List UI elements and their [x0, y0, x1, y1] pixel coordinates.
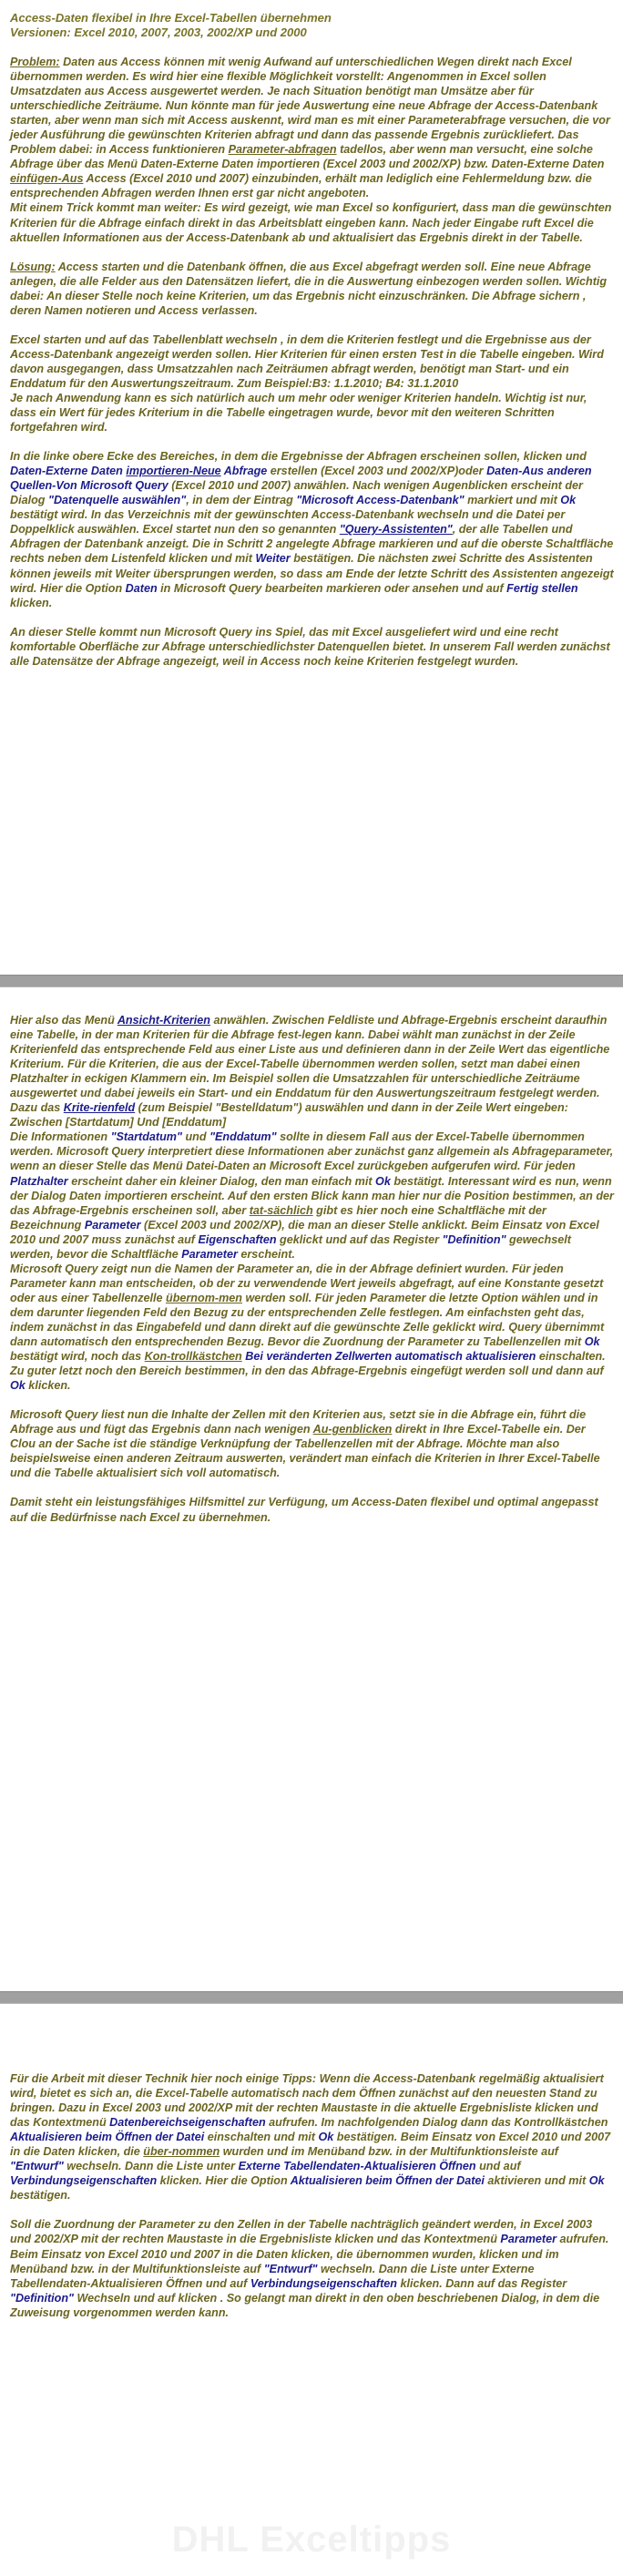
step-excel-text: Excel starten und auf das Tabellenblatt wechseln , in dem die Kriterien festlegt und die Ergebnisse aus der Access-Datenbank angezeigt werden sollen. Hier Kriterien für einen ersten Test in die Tabelle eingeben. Wird davon ausgegangen, dass Umsatzzahlen nach Zeiträumen abfragt werden, benötigt man Start- und ein Enddatum für den Auswertungszeitraum. Zum Beispiel:B3: 1.1.2010; B4: 31.1.2010 — [10, 332, 604, 390]
watermark-logo: DHL Exceltipps — [171, 2520, 452, 2560]
page-3 — [0, 2004, 623, 2576]
k-text-8: bestätigt. Interessant wird es nun, wenn der Dialog Daten importieren erscheint. Auf den ersten Blick kann man hier nur die Position bestimmen, an der das Abfrage-Ergebnis erscheinen soll, aber — [10, 1174, 614, 1217]
ok-ref-6: Ok — [588, 2174, 605, 2188]
c-text-2: direkt in Ihre Excel-Tabelle ein. Der Clou an der Sache ist die ständige Verknüpfung der Tabellenzellen mit der Abfrage. Möchte man also beispielsweise einen anderen Zeitraum auswerten, verändert man einfach die Kriterien in Ihrer Excel-Tabelle und die Tabelle aktualisiert sich voll automatisch. — [10, 1423, 600, 1480]
datenbereichseigenschaften-ref: Datenbereichseigenschaften — [109, 2116, 266, 2130]
entwurf-ref: "Entwurf" — [10, 2160, 64, 2173]
problem-text-2: tadellos, aber wenn man versucht, eine solche Abfrage über das Menü Daten-Externe Daten importieren (Excel 2003 und 2002/XP) bzw. Daten-Externe Daten — [10, 143, 605, 171]
dialog-datenquelle: "Datenquelle auswählen" — [47, 494, 187, 507]
problem-paragraph — [10, 55, 614, 245]
ok-ref-4: Ok — [10, 1379, 26, 1393]
k-text-15: werden soll. Für jeden Parameter die letzte Option wählen und in dem darunter liegenden Feld den Bezug zu der entsprechenden Zelle festlegen. Am einfachsten geht das, indem zunächst in das Eingabefeld und dann direkt auf die gewünschte Zelle geklickt wird. Query übernimmt dann automatisch den entsprechenden Bezug. Bevor die Zuordnung der Parameter zu Tabellenzellen mit — [10, 1291, 605, 1349]
k-text-5: und — [181, 1130, 210, 1144]
verbindungseigenschaften-ref-2: Verbindungseigenschaften — [250, 2276, 397, 2290]
q-text-4: , in dem der Eintrag — [186, 494, 297, 507]
problem-text-4: Mit einem Trick kommt man weiter: Es wird gezeigt, wie man Excel so konfiguriert, dass man die gewünschten Kriterien für die Abfrage einfach direkt in das Arbeitsblatt eingeben kann. Nach jeder Eingabe ruft Excel die aktuellen Informationen aus der Access-Datenbank ab und aktualisiert das Ergebnis direkt in der Tabelle. — [10, 201, 612, 244]
document-header — [10, 11, 614, 40]
k-text-16: bestätigt wird, noch das — [10, 1350, 145, 1364]
aktualisieren-oeffnen-ref: Aktualisieren beim Öffnen der Datei — [10, 2131, 205, 2144]
t-text-5: wurden und im Menüband bzw. in der Multifunktionsleiste auf — [220, 2145, 558, 2159]
ms-query-text: An dieser Stelle kommt nun Microsoft Query ins Spiel, das mit Excel ausgeliefert wird und eine recht komfortable Oberfläche zur Abfrage unterschiedlichster Datenquellen bietet. In unserem Fall werden zunächst alle Datensätze der Abfrage angezeigt, weil in Access noch keine Kriterien festgelegt wurden. — [10, 625, 610, 668]
problem-label: Problem: — [10, 56, 60, 68]
step-excel-text-2: Je nach Anwendung kann es sich natürlich auch um mehr oder weniger Kriterien handeln. Wichtig ist nur, dass ein Wert für jedes Kriterium in die Tabelle eingetragen wurde, bevor mit den weiteren Schritten fortgefahren wird. — [10, 391, 587, 434]
t-text-7: und auf — [475, 2160, 521, 2173]
q-text-8: bestätigen. Die nächsten zwei Schritte des Assistenten können jeweils mit Weiter übersprungen werden, so dass am Ende der letzte Schritt des Assistenten angezeigt wird. Hier die Option — [10, 552, 614, 595]
ok-ref-3: Ok — [584, 1335, 600, 1349]
q-text-6: bestätigt wird. In das Verzeichnis mit der gewünschten Access-Datenbank wechseln und die Datei per Doppelklick auswählen. Excel startet nun den so genannten — [10, 508, 566, 537]
problem-text-3: Access (Excel 2010 und 2007) einzubinden, erhält man lediglich eine Fehlermeldung bzw. die entsprechenden Abfragen werden Ihnen erst gar nicht angeboten. — [10, 172, 592, 200]
daten-option-ref: Daten — [125, 581, 158, 595]
uebernommen-ref: übernom-men — [166, 1291, 242, 1304]
q-text-9: in Microsoft Query bearbeiten markieren oder ansehen und auf — [157, 581, 507, 595]
document-title: Access-Daten flexibel in Ihre Excel-Tabellen übernehmen — [10, 11, 332, 25]
definition-ref-2: "Definition" — [10, 2291, 75, 2305]
einfuegen-aus-link[interactable]: einfügen-Aus — [10, 172, 84, 186]
k-text-4: Die Informationen — [10, 1130, 111, 1144]
z-text-3: wechseln. Dann die Liste unter Externe Tabellendaten-Aktualisieren Öffnen und auf — [10, 2262, 535, 2290]
t-text-3: einschalten und mit — [204, 2131, 319, 2144]
t-text-10: bestätigen. — [10, 2189, 71, 2203]
k-text-14: Microsoft Query zeigt nun die Namen der Parameter an, die in der Abfrage definiert wurden. Für jeden Parameter kann man entscheiden, ob der zu verwendende Wert jeweils abgefragt, auf eine Konstante gesetzt oder aus einer Tabellenzelle — [10, 1262, 604, 1304]
menu-abfrage: Abfrage — [220, 465, 268, 478]
k-text-6: sollte in diesem Fall aus der Excel-Tabelle übernommen werden. Microsoft Query interpretiert diese Informationen aber zunächst ganz allgemein als Abfrageparameter, wenn an dieser Stelle das Menü Datei-Daten an Microsoft Excel zurückgeben aufgerufen wird. Für jeden — [10, 1130, 614, 1173]
definition-ref: "Definition" — [442, 1232, 506, 1246]
entwurf-ref-2: "Entwurf" — [263, 2262, 318, 2275]
page-1 — [0, 0, 623, 973]
t-text-9: aktivieren und mit — [484, 2174, 589, 2188]
fertig-stellen-ref: Fertig stellen — [506, 581, 578, 595]
step-excel-paragraph — [10, 332, 614, 434]
parameter-ref-2: Parameter — [181, 1247, 238, 1261]
menu-importieren-neue: importieren-Neue — [126, 465, 221, 478]
zuordnung-paragraph — [10, 2217, 614, 2319]
ok-ref-5: Ok — [318, 2131, 334, 2144]
menu-daten-externe: Daten-Externe Daten — [10, 465, 127, 478]
q-text-5: markiert und mit — [464, 494, 561, 507]
kriterienfeld-ref: Krite-rienfeld — [63, 1101, 136, 1115]
step-query-paragraph — [10, 449, 614, 610]
q-text-3: (Excel 2010 und 2007) anwählen. Nach wenigen Augenblicken erscheint der Dialog — [10, 479, 583, 507]
enddatum-ref: "Enddatum" — [209, 1130, 277, 1144]
summary-text: Damit steht ein leistungsfähiges Hilfsmittel zur Verfügung, um Access-Daten flexibel und optimal angepasst auf die Bedürfnisse nach Excel zu übernehmen. — [10, 1496, 598, 1524]
uebernommen-ref-2: über-nommen — [143, 2145, 220, 2159]
k-text-10: (Excel 2003 und 2002/XP), die man an dieser Stelle anklickt. Beim Einsatz von Excel 2010 und 2007 muss zunächst auf — [10, 1218, 599, 1246]
t-text-1: Für die Arbeit mit dieser Technik hier noch einige Tipps: Wenn die Access-Datenbank regelmäßig aktualisiert wird, bietet es sich an, die Excel-Tabelle automatisch nach dem Öffnen zunächst auf den neuesten Stand zu bringen. Dazu in Excel 2003 und 2002/XP mit der rechten Maustaste in die aktuelle Ergebnisliste klicken und das Kontextmenü — [10, 2072, 604, 2130]
weiter-ref: Weiter — [255, 552, 291, 566]
verbindungseigenschaften-ref: Verbindungseigenschaften — [10, 2174, 158, 2188]
page-3-content — [10, 2071, 614, 2335]
k-text-7: erscheint daher ein kleiner Dialog, den man einfach mit — [67, 1174, 376, 1188]
q-text-1: In die linke obere Ecke des Bereiches, in dem die Ergebnisse der Abfragen erscheinen sollen, klicken und — [10, 450, 587, 464]
auto-aktualisieren-ref: Bei veränderten Zellwerten automatisch aktualisieren — [241, 1350, 536, 1364]
k-text-2: anwählen. Zwischen Feldliste und Abfrage-Ergebnis erscheint daraufhin eine Tabelle, in der man Kriterien für die Abfrage fest-legen kann. Dabei wählt man zunächst in der Zeile Kriterienfeld das entsprechende Feld aus einer Liste aus und definieren dann in der Zeile Wert das eigentliche Kriterium. Für die Kriterien, die aus der Excel-Tabelle übernommen werden sollen, setzt man dabei einen Platzhalter in eckigen Klammern ein. Im Beispiel sollen die Umsatzzahlen für unterschiedliche Zeiträume ausgewertet und dabei jeweils ein Start- und ein Enddatum für den Auswertungszeitraum festgelegt werden. Dazu das — [10, 1014, 610, 1115]
tatsaechlich-ref: tat-sächlich — [249, 1203, 313, 1217]
z-text-1: Soll die Zuordnung der Parameter zu den Zellen in der Tabelle nachträglich geändert werden, in Excel 2003 und 2002/XP mit der rechten Maustaste in die Ergebnisliste klicken und das Kontextmenü — [10, 2218, 593, 2246]
ok-ref-2: Ok — [375, 1174, 391, 1188]
t-text-8: klicken. Hier die Option — [157, 2174, 291, 2188]
k-text-18: klicken. — [25, 1379, 71, 1393]
summary-paragraph — [10, 1495, 614, 1524]
externe-tabellendaten-ref: Externe Tabellendaten-Aktualisieren Öffnen — [238, 2160, 476, 2173]
k-text-9: gibt es hier noch eine Schaltfläche mit der Bezeichnung — [10, 1203, 546, 1232]
platzhalter-ref: Platzhalter — [10, 1174, 68, 1188]
startdatum-ref: "Startdatum" — [110, 1130, 182, 1144]
c-text-1: Microsoft Query liest nun die Inhalte der Zellen mit den Kriterien aus, setzt sie in die Abfrage ein, führt die Abfrage aus und fügt das Ergebnis dann nach wenigen — [10, 1408, 587, 1436]
clou-paragraph — [10, 1407, 614, 1480]
loesung-text: Access starten und die Datenbank öffnen, die aus Excel abgefragt werden soll. Eine neue Abfrage anlegen, die alle Felder aus den Datensätzen liefert, die in die Auswertung einbezogen werden sollen. Wichtig dabei: An dieser Stelle noch keine Kriterien, um das Ergebnis nicht einzuschränken. Die Abfrage sichern , deren Namen notieren und Access verlassen. — [10, 260, 608, 317]
problem-text: Daten aus Access können mit wenig Aufwand auf unterschiedlichen Wegen direkt nach Excel übernommen werden. Es wird hier eine flexible Möglichkeit vorstellt: Angenommen in Excel sollen Umsatzdaten aus Access ausgewertet werden. Je nach Situation benötigt man Umsätze aber für unterschiedliche Zeiträume. Nun könnte man für jede Auswertung eine neue Abfrage der Access-Datenbank starten, aber wenn man sich mit Access auskennt, wird man es mit einer Parameterabfrage versuchen, die vor jeder Ausführung die gewünschten Kriterien abfragt und dann das passende Ergebnis zurückliefert. Das Problem dabei: in Access funktionieren — [10, 56, 610, 157]
k-text-3: (zum Beispiel "Bestelldatum") auswählen und dann in der Zeile Wert eingeben: Zwischen [Startdatum] Und [Enddatum] — [10, 1101, 568, 1130]
version-line: Versionen: Excel 2010, 2007, 2003, 2002/XP und 2000 — [10, 26, 307, 39]
tipps-paragraph — [10, 2071, 614, 2203]
page-divider — [0, 975, 623, 987]
q-text-2: erstellen (Excel 2003 und 2002/XP)oder — [267, 465, 487, 478]
parameter-ref-3: Parameter — [500, 2233, 557, 2246]
z-text-5: Wechseln und auf klicken . So gelangt man direkt in den oben beschriebenen Dialog, in dem die Zuweisung vorgenommen werden kann. — [10, 2291, 600, 2319]
page-2-content — [10, 1013, 614, 1539]
kontrollkaestchen-ref: Kon-trollkästchen — [144, 1350, 242, 1364]
t-text-4: bestätigen. Beim Einsatz von Excel 2010 und 2007 in die Daten klicken, die — [10, 2131, 611, 2159]
k-text-13: erscheint. — [237, 1247, 295, 1261]
kriterien-paragraph — [10, 1013, 614, 1393]
q-text-7: , der alle Tabellen und Abfragen der Datenbank anzeigt. Die in Schritt 2 angelegte Abfrage markieren und auf die oberste Schaltfläche rechts neben dem Listenfeld klicken und mit — [10, 523, 614, 566]
loesung-paragraph — [10, 260, 614, 318]
page-1-content — [10, 11, 614, 683]
z-text-4: klicken. Dann auf das Register — [397, 2276, 567, 2290]
k-text-11: geklickt und auf das Register — [276, 1232, 443, 1246]
loesung-label: Lösung: — [10, 260, 56, 273]
augenblicken-ref: Au-genblicken — [312, 1423, 393, 1436]
page-divider-2 — [0, 1991, 623, 2004]
t-text-6: wechseln. Dann die Liste unter — [63, 2160, 239, 2173]
query-assistent-ref: "Query-Assistenten" — [339, 523, 453, 537]
k-text-1: Hier also das Menü — [10, 1014, 117, 1027]
k-text-12: gewechselt werden, bevor die Schaltfläche — [10, 1232, 571, 1261]
q-text-10: klicken. — [10, 596, 53, 609]
parameter-abfragen-link[interactable]: Parameter-abfragen — [228, 143, 337, 157]
z-text-2: aufrufen. Beim Einsatz von Excel 2010 und 2007 in die Daten klicken, die übernommen wurden, klicken und im Menüband bzw. in der Multifunktionsleiste auf — [10, 2233, 609, 2275]
ms-query-paragraph — [10, 625, 614, 669]
eigenschaften-ref: Eigenschaften — [198, 1232, 277, 1246]
t-text-2: aufrufen. Im nachfolgenden Dialog dann das Kontrollkästchen — [265, 2116, 608, 2130]
ok-ref: Ok — [560, 494, 577, 507]
k-text-17: einschalten. Zu guter letzt noch den Bereich bestimmen, in den das Abfrage-Ergebnis eingefügt werden soll und dann auf — [10, 1350, 606, 1378]
menu-von-microsoft-query: Daten-Aus anderen Quellen-Von Microsoft Query — [10, 465, 592, 493]
aktualisieren-oeffnen-ref-2: Aktualisieren beim Öffnen der Datei — [290, 2174, 485, 2188]
page-2 — [0, 987, 623, 1989]
entry-ms-access-db: "Microsoft Access-Datenbank" — [296, 494, 465, 507]
menu-ansicht-kriterien: Ansicht-Kriterien — [117, 1014, 210, 1027]
parameter-button-ref: Parameter — [84, 1218, 141, 1232]
